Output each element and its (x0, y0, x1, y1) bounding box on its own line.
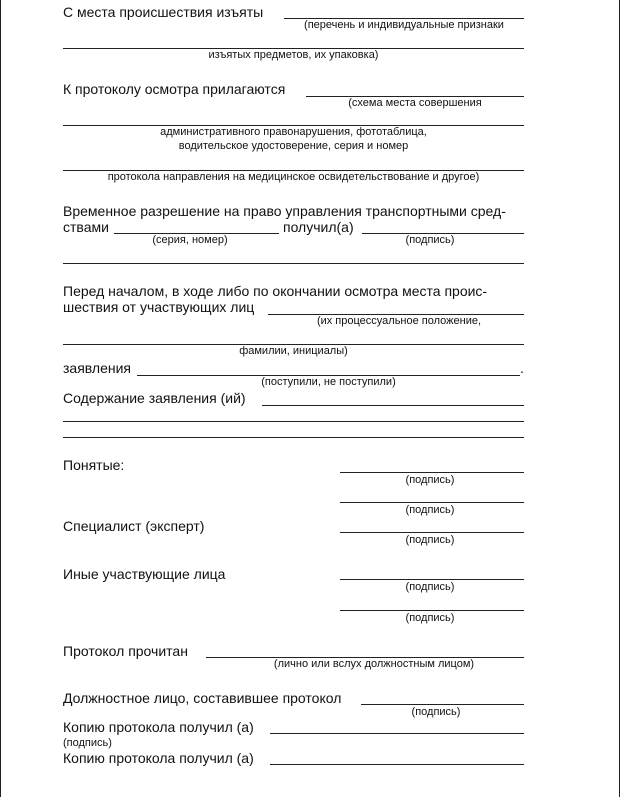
temp-permit-caption-series: (серия, номер) (152, 234, 228, 246)
statements-content-line-1[interactable] (262, 405, 524, 406)
specialist-label: Специалист (эксперт) (63, 518, 205, 534)
others-1-caption: (подпись) (405, 581, 455, 593)
statements-caption-1: (их процессуальное положение, (316, 315, 482, 327)
specialist-sign-line[interactable] (340, 532, 524, 533)
official-label: Должностное лицо, составившее протокол (63, 690, 342, 706)
temp-permit-label-2a: ствами (63, 219, 109, 235)
copy-2-sign-line[interactable] (270, 764, 524, 765)
temp-permit-caption-sign: (подпись) (405, 234, 455, 246)
statements-content-label: Содержание заявления (ий) (63, 390, 246, 406)
attached-caption-3: протокола направления на медицинское освидетельствование и другое) (107, 171, 480, 183)
others-1-sign-line[interactable] (340, 579, 524, 580)
temp-permit-label-1: Временное разрешение на право управления транспортными сред- (63, 203, 506, 219)
copy-1-label: Копию протокола получил (а) (63, 719, 254, 735)
others-2-caption: (подпись) (405, 612, 455, 624)
statements-label-3: заявления (63, 360, 131, 376)
page-border-left (0, 0, 1, 797)
temp-permit-line-2[interactable] (63, 263, 524, 264)
copy-1-caption: (подпись) (63, 737, 112, 749)
official-caption: (подпись) (411, 706, 461, 718)
others-label: Иные участвующие лица (63, 566, 226, 582)
copy-1-sign-line[interactable] (270, 733, 524, 734)
attached-label: К протоколу осмотра прилагаются (63, 81, 286, 97)
statements-caption-2: фамилии, инициалы) (239, 345, 348, 357)
witnesses-label: Понятые: (63, 457, 125, 473)
temp-permit-label-2b: получил(а) (283, 219, 354, 235)
statements-label-2: шествия от участвующих лиц (63, 299, 255, 315)
read-label: Протокол прочитан (63, 643, 188, 659)
statements-content-line-3[interactable] (63, 437, 524, 438)
statements-content-line-2[interactable] (63, 421, 524, 422)
seized-caption-2: изъятых предметов, их упаковка) (208, 49, 379, 61)
witness-1-sign-line[interactable] (340, 472, 524, 473)
statements-label-1: Перед началом, в ходе либо по окончании осмотра места проис- (63, 283, 488, 299)
seized-caption-1: (перечень и индивидуальные признаки (304, 19, 504, 31)
seized-label: С места происшествия изъяты (63, 4, 264, 20)
witness-1-caption: (подпись) (405, 474, 455, 486)
statements-period: . (520, 360, 524, 376)
copy-2-label: Копию протокола получил (а) (63, 750, 254, 766)
witness-2-sign-line[interactable] (340, 502, 524, 503)
witness-2-caption: (подпись) (405, 504, 455, 516)
read-caption: (лично или вслух должностным лицом) (273, 658, 475, 670)
attached-caption-1: (схема места совершения (348, 97, 482, 109)
others-2-sign-line[interactable] (340, 610, 524, 611)
specialist-caption: (подпись) (405, 534, 455, 546)
statements-caption-3: (поступили, не поступили) (261, 376, 396, 388)
attached-caption-2a: административного правонарушения, фототаблица, (160, 126, 427, 138)
official-sign-line[interactable] (361, 704, 524, 705)
page-border-right (619, 0, 620, 797)
attached-caption-2b: водительское удостоверение, серия и номер (178, 140, 409, 152)
